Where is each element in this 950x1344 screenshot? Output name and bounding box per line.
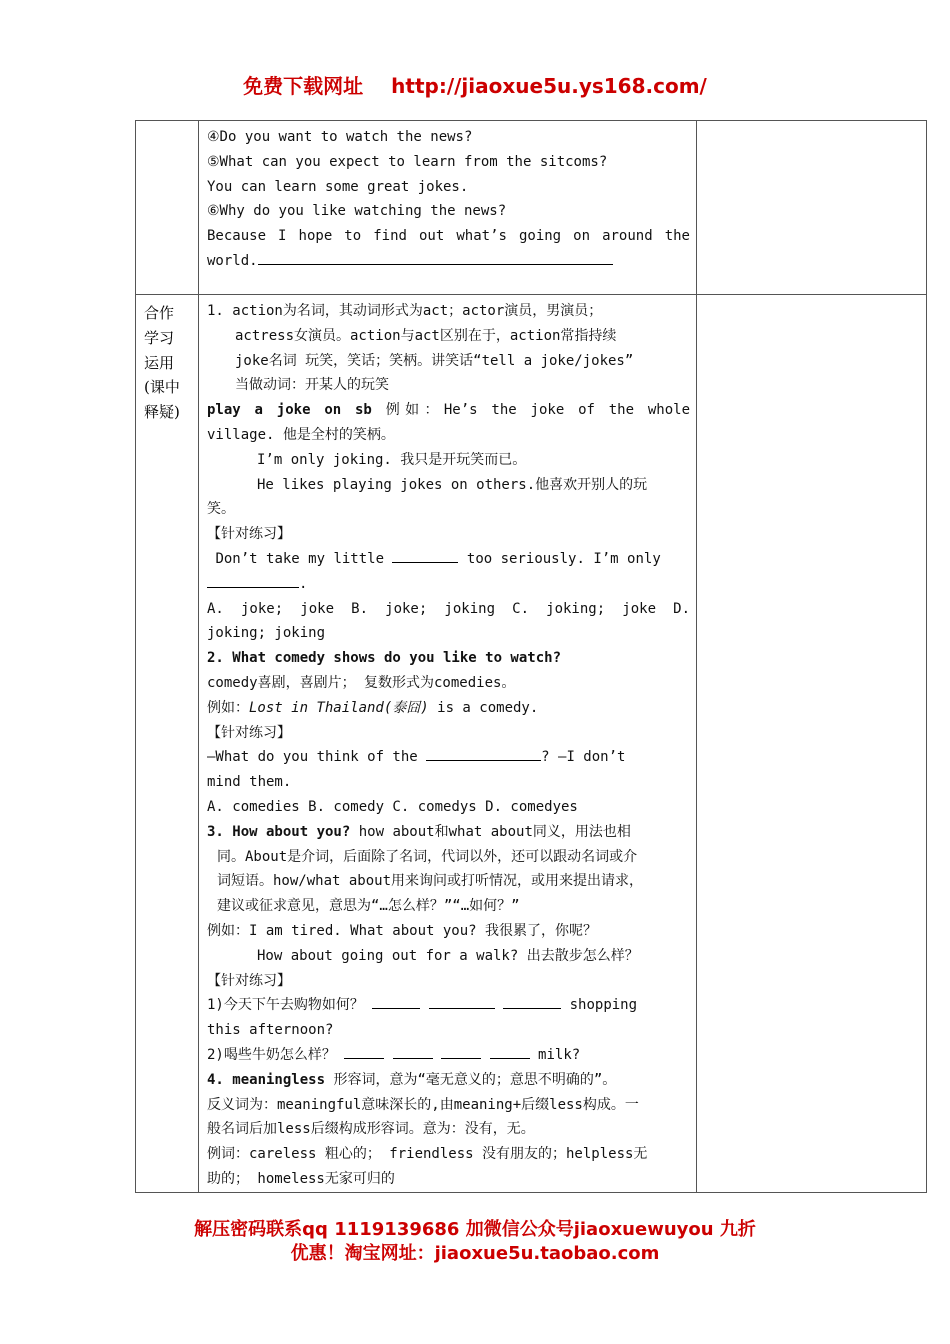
text-line: 3. How about you? how about和what about同义，用法也相 [207,823,631,840]
text-line: actress女演员。action与act区别在于，action常指持续 [235,327,617,344]
text-line: 般名词后加less后缀构成形容词。意为：没有，无。 [207,1121,535,1138]
text-line: 4. meaningless 形容词，意为“毫无意义的；意思不明确的”。 [207,1071,617,1088]
text-line: How about going out for a walk? 出去散步怎么样？ [257,947,639,964]
text-line: play a joke on sb 例如：He’s the joke of the whole [207,402,690,419]
row-label: 学习 [144,328,175,347]
text-line: world. [207,249,690,274]
text-line: . [207,572,690,597]
text-line: 1)今天下午去购物如何？ shopping [207,993,690,1018]
text-line: You can learn some great jokes. [207,178,469,195]
text-line: ⑥Why do you like watching the news? [207,203,507,220]
answer-blank[interactable] [207,573,299,588]
answer-blank[interactable] [393,1044,433,1059]
table-row [136,121,927,295]
answer-blank[interactable] [426,746,541,761]
answer-blank[interactable] [372,994,420,1009]
text-line: 词短语。how/what about用来询问或打听情况，或用来提出请求， [217,873,644,890]
content-cell [199,121,697,295]
text-line: 反义词为：meaningful意味深长的,由meaning+后缀less构成。一 [207,1096,639,1113]
notes-cell [697,121,927,295]
answer-blank[interactable] [503,994,561,1009]
footer-line[interactable]: 优惠！淘宝网址：jiaoxue5u.taobao.com [290,1243,660,1264]
text-line: —What do you think of the ? —I don’t [207,745,690,770]
row-label: (课中 [144,378,180,397]
text-line: 1. action为名词，其动词形式为act；actor演员，男演员； [207,303,603,319]
row-label: 合作 [144,304,175,322]
footer-line: 解压密码联系qq 1119139686 加微信公众号jiaoxuewuyou 九折 [194,1219,756,1240]
header-url[interactable]: http://jiaoxue5u.ys168.com/ [391,74,707,98]
text-line: 2)喝些牛奶怎么样？ milk? [207,1043,690,1068]
answer-blank[interactable] [429,994,495,1009]
text-line: A. comedies B. comedy C. comedys D. comedyes [207,798,578,815]
text-line: village. 他是全村的笑柄。 [207,426,395,443]
text-line: ④Do you want to watch the news? [207,129,473,145]
lesson-table [135,120,927,1193]
row-label: 释疑) [144,403,180,422]
text-line: mind them. [207,774,292,791]
text-line: 当做动词：开某人的玩笑 [235,377,389,394]
text-line: A. joke; joke B. joke; joking C. joking; joke D. [207,600,690,617]
text-line: 笑。 [207,501,235,518]
text-line: I’m only joking. 我只是开玩笑而已。 [257,451,527,468]
text-line: 助的； homeless无家可归的 [207,1170,395,1187]
text-line: joke名词 玩笑，笑话；笑柄。讲笑话“tell a joke/jokes” [235,352,634,369]
text-line: ⑤What can you expect to learn from the sitcoms? [207,153,608,170]
text-line: this afternoon? [207,1022,334,1039]
content-cell [199,295,697,1193]
notes-cell [697,295,927,1193]
text-line: 建议或征求意见，意思为“…怎么样？”“…如何？” [217,898,520,915]
practice-heading: 【针对练习】 [207,972,291,989]
text-line: 例词：careless 粗心的； friendless 没有朋友的；helpless无 [207,1146,648,1163]
header-title: 免费下载网址 [243,74,364,98]
page-header [0,70,950,99]
text-line: joking; joking [207,625,326,642]
practice-heading: 【针对练习】 [207,526,291,543]
answer-blank[interactable] [344,1044,384,1059]
label-cell [136,121,199,295]
page-footer [0,1218,950,1266]
answer-blank[interactable] [441,1044,481,1059]
text-line: Don’t take my little too seriously. I’m only [207,547,690,572]
text-line: 例如：Lost in Thailand(泰囧) is a comedy. [207,699,539,716]
section-title: 2. What comedy shows do you like to watch? [207,650,562,667]
answer-blank[interactable] [392,548,458,563]
text-line: He likes playing jokes on others.他喜欢开别人的玩 [257,476,648,493]
text-line: 同。About是介词，后面除了名词，代词以外，还可以跟动名词或介 [217,848,638,865]
answer-blank[interactable] [490,1044,530,1059]
practice-heading: 【针对练习】 [207,724,291,741]
row-label: 运用 [144,353,175,372]
text-line: 例如：I am tired. What about you? 我很累了，你呢？ [207,922,598,939]
text-line: Because I hope to find out what’s going on around the [207,228,690,245]
text-line: comedy喜剧，喜剧片； 复数形式为comedies。 [207,674,516,691]
table-row [136,295,927,1193]
label-cell [136,295,199,1193]
